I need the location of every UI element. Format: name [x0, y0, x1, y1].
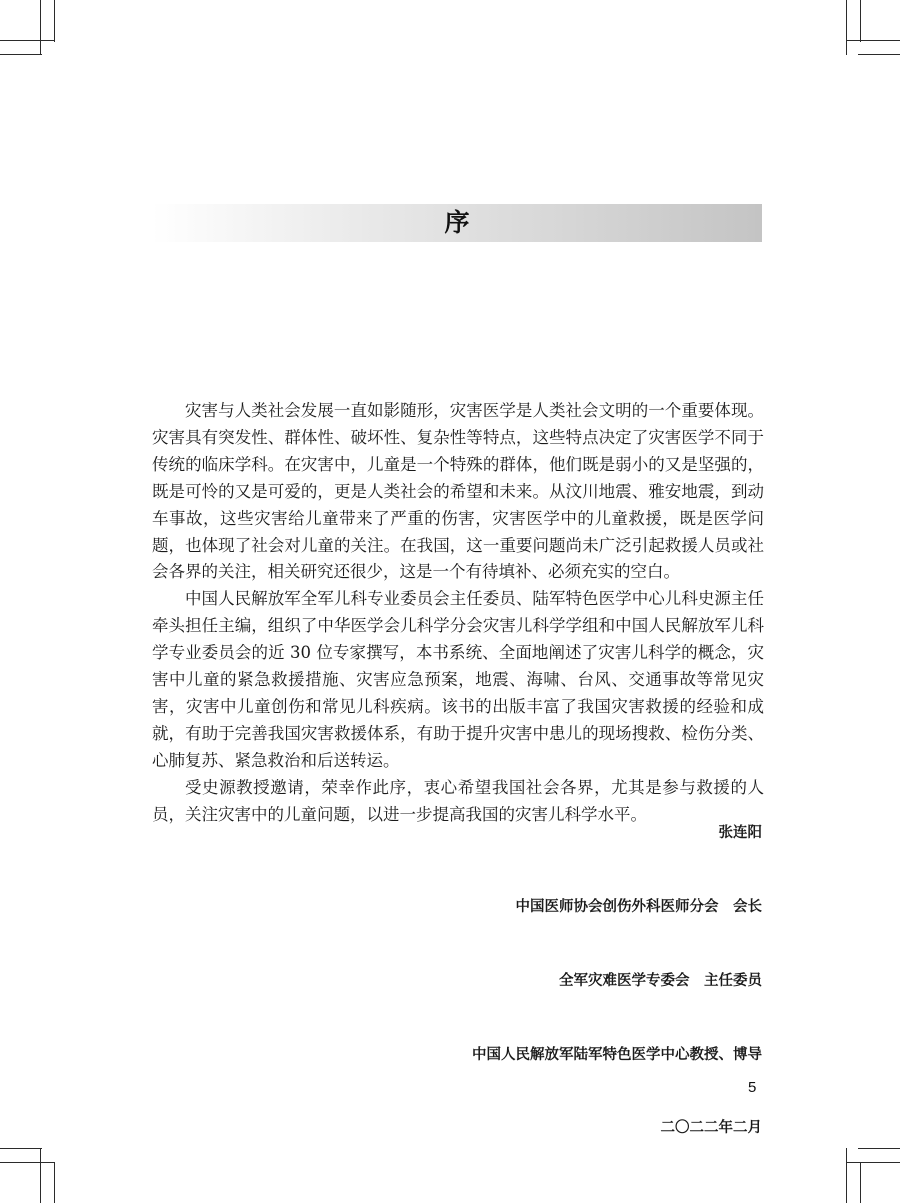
preface-body: [152, 398, 764, 829]
crop-mark-top-left-v: [40, 0, 41, 55]
crop-mark-top-left-h2: [0, 54, 42, 55]
crop-mark-bottom-left-h2: [0, 1148, 42, 1149]
crop-mark-top-left-v2: [54, 0, 55, 42]
page-number: 5: [748, 1079, 757, 1096]
crop-mark-bottom-left-v2: [54, 1162, 55, 1203]
crop-mark-bottom-right-v: [846, 1148, 847, 1203]
signature-title-1: 中国医师协会创伤外科医师分会 会长: [515, 898, 762, 915]
signature-title-2: 全军灾难医学专委会 主任委员: [559, 972, 762, 989]
page-title: 序: [444, 208, 470, 237]
crop-mark-bottom-right-h2: [858, 1148, 900, 1149]
crop-mark-bottom-right-v2: [860, 1162, 861, 1203]
signature-date: 二〇二二年二月: [660, 1120, 762, 1137]
crop-mark-top-right-v2: [860, 0, 861, 42]
signature-title-3: 中国人民解放军陆军特色医学中心教授、博导: [472, 1046, 762, 1063]
signature-name: 张连阳: [718, 825, 762, 842]
crop-mark-top-left-h: [0, 40, 55, 41]
crop-mark-bottom-left-v: [40, 1148, 41, 1203]
crop-mark-top-right-h: [846, 40, 900, 41]
paragraph-3: 受史源教授邀请，荣幸作此序，衷心希望我国社会各界，尤其是参与救援的人员，关注灾害中的儿童问题，以进一步提高我国的灾害儿科学水平。: [152, 777, 764, 824]
crop-mark-top-right-v: [846, 0, 847, 55]
signature-block: [472, 772, 762, 1166]
crop-mark-bottom-left-h: [0, 1162, 55, 1163]
paragraph-2: 中国人民解放军全军儿科专业委员会主任委员、陆军特色医学中心儿科史源主任牵头担任主编，组织了中华医学会儿科学分会灾害儿科学学组和中国人民解放军儿科学专业委员会的近 30 位专家撰写，本书系统、全面地阐述了灾害儿科学的概念，灾害中儿童的紧急救援措施、灾害应急预案，地震、海啸、台风、交通事故等常见灾害，灾害中儿童创伤和常见儿科疾病。该书的出版丰富了我国灾害救援的经验和成就，有助于完善我国灾害救援体系，有助于提升灾害中患儿的现场搜救、检伤分类、心肺复苏、紧急救治和后送转运。: [152, 589, 764, 770]
crop-mark-bottom-right-h: [846, 1162, 900, 1163]
paragraph-1: 灾害与人类社会发展一直如影随形，灾害医学是人类社会文明的一个重要体现。灾害具有突发性、群体性、破坏性、复杂性等特点，这些特点决定了灾害医学不同于传统的临床学科。在灾害中，儿童是一个特殊的群体，他们既是弱小的又是坚强的，既是可怜的又是可爱的，更是人类社会的希望和未来。从汶川地震、雅安地震，到动车事故，这些灾害给儿童带来了严重的伤害，灾害医学中的儿童救援，既是医学问题，也体现了社会对儿童的关注。在我国，这一重要问题尚未广泛引起救援人员或社会各界的关注，相关研究还很少，这是一个有待填补、必须充实的空白。: [152, 401, 764, 582]
crop-mark-top-right-h2: [858, 54, 900, 55]
title-band: [152, 204, 762, 242]
